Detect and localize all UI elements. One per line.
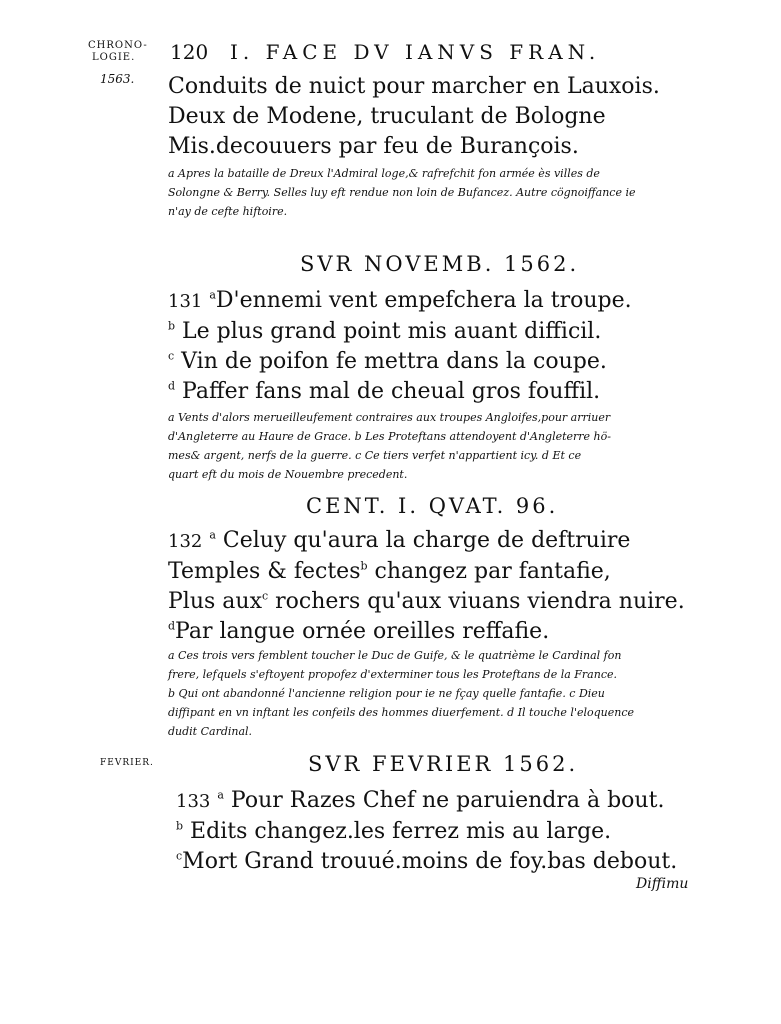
note-line: mes& argent, nerfs de la guerre. c Ce tiers verfet n'appartient icy. d Et ce — [168, 449, 582, 462]
footnote-mark: a — [209, 288, 216, 302]
stanza-133 — [176, 786, 677, 877]
footnote-mark: d — [168, 619, 176, 633]
margin-year: 1563. — [100, 72, 135, 86]
verse-line: $^c$ Vin de poifon fe mettra dans la coupe. — [168, 349, 607, 374]
notes-132 — [168, 646, 698, 741]
footnote-mark: a — [217, 788, 224, 802]
note-line: a Apres la bataille de Dreux l'Admiral loge,& rafrefchit fon armée ès villes de — [168, 167, 600, 180]
verse-line: 132 $^a$ Celuy qu'aura la charge de deftruire — [168, 528, 631, 553]
verse-line: 131 $^a$D'ennemi vent empefchera la troupe. — [168, 288, 632, 313]
footnote-mark: c — [176, 849, 183, 863]
note-line: diffipant en vn inftant les confeils des hommes diuerfement. d Il touche l'eloquence — [168, 706, 635, 719]
stanza-132 — [168, 526, 685, 647]
footnote-mark: b — [168, 319, 176, 333]
verse-line: $^d$ Paffer fans mal de cheual gros fouffil. — [168, 379, 601, 404]
note-line: quart eft du mois de Nouembre precedent. — [168, 468, 408, 481]
footnote-mark: a — [209, 528, 216, 542]
section-heading: SVR NOVEMB. 1562. — [300, 252, 580, 276]
margin-month: FEVRIER. — [100, 758, 154, 768]
footnote-mark: b — [360, 559, 368, 573]
note-line: frere, lefquels s'eftoyent propofez d'exterminer tous les Proteftans de la France. — [168, 668, 617, 681]
note-line: a Ces trois vers femblent toucher le Duc de Guife, & le quatrième le Cardinal fon — [168, 649, 622, 662]
note-line: dudit Cardinal. — [168, 725, 253, 738]
footnote-mark: d — [168, 379, 176, 393]
note-line: d'Angleterre au Haure de Grace. b Les Proteftans attendoyent d'Angleterre hö- — [168, 430, 611, 443]
footnote-mark: c — [261, 589, 269, 603]
footnote-mark: c — [168, 349, 175, 363]
verse-line: Temples & fectes$^b$ changez par fantafie, — [168, 559, 611, 584]
section-heading: SVR FEVRIER 1562. — [308, 752, 579, 776]
notes-top — [168, 164, 698, 221]
catchword: Diffimu — [636, 876, 689, 892]
footnote-mark: b — [176, 819, 184, 833]
verse-line: 133 $^a$ Pour Razes Chef ne paruiendra à bout. — [176, 788, 665, 813]
verse-line: Conduits de nuict pour marcher en Lauxois. — [168, 74, 660, 99]
stanza-number: 132 — [168, 531, 203, 552]
section-heading: CENT. I. QVAT. 96. — [306, 494, 559, 518]
note-line: n'ay de cefte hiftoire. — [168, 205, 288, 218]
notes-131 — [168, 408, 698, 484]
chrono-line1: CHRONO- — [88, 40, 148, 51]
stanza-131 — [168, 286, 632, 407]
verse-line: $^b$ Edits changez.les ferrez mis au large. — [176, 819, 612, 844]
page-number: 120 — [170, 40, 209, 64]
running-title: I. FACE DV IANVS FRAN. — [230, 40, 601, 64]
stanza-number: 131 — [168, 291, 203, 312]
verse-line: $^c$Mort Grand trouué.moins de foy.bas debout. — [176, 849, 678, 874]
margin-chronologie — [88, 40, 148, 64]
chrono-line2: LOGIE. — [92, 52, 136, 63]
note-line: Solongne & Berry. Selles luy eft rendue non loin de Bufancez. Autre cögnoiffance ie — [168, 186, 636, 199]
note-line: b Qui ont abandonné l'ancienne religion pour ie ne fçay quelle fantafie. c Dieu — [168, 687, 605, 700]
verse-line: Deux de Modene, truculant de Bologne — [168, 104, 606, 129]
verse-line: $^d$Par langue ornée oreilles reffafie. — [168, 619, 550, 644]
verse-line: Plus aux$^c$ rochers qu'aux viuans viendra nuire. — [168, 589, 685, 614]
stanza-top — [168, 72, 660, 162]
verse-line: $^b$ Le plus grand point mis auant difficil. — [168, 319, 602, 344]
verse-line: Mis.decouuers par feu de Burançois. — [168, 134, 579, 159]
note-line: a Vents d'alors merueilleufement contraires aux troupes Angloifes,pour arriuer — [168, 411, 611, 424]
stanza-number: 133 — [176, 791, 211, 812]
